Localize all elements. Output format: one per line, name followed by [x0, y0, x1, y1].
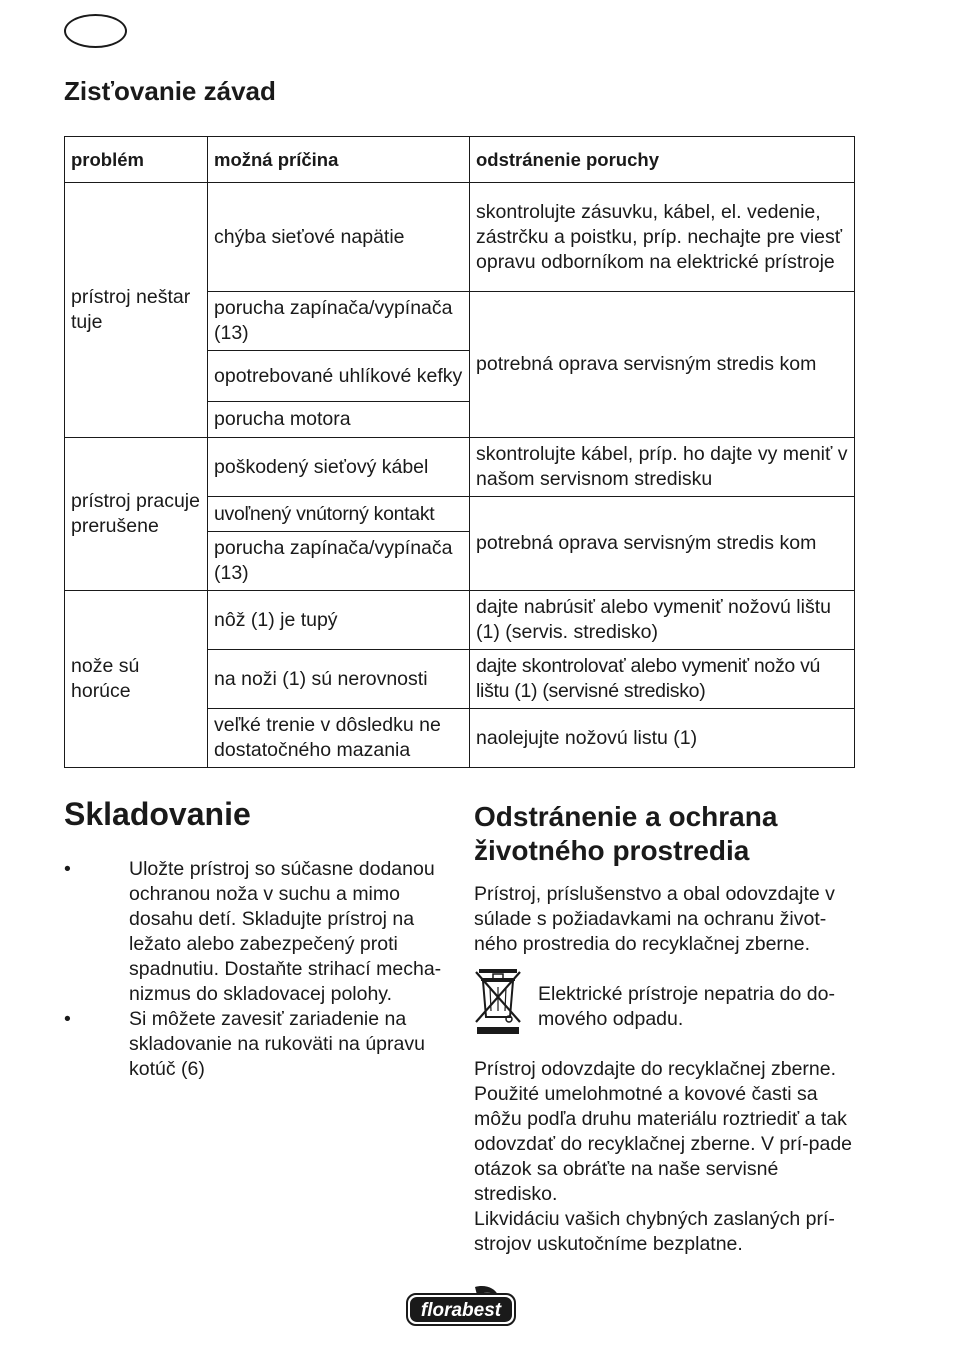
storage-item-text: Si môžete zavesiť zariadenie na skladovanie na rukoväti na úpravu kotúč (6)	[129, 1008, 425, 1080]
problem-cell: prístroj neštar tuje	[65, 183, 208, 438]
column-header-remedy: odstránenie poruchy	[470, 137, 855, 183]
cause-cell: porucha motora	[208, 402, 470, 438]
remedy-cell: skontrolujte kábel, príp. ho dajte vy meniť v našom servisnom stredisku	[470, 438, 855, 497]
remedy-cell: dajte skontrolovať alebo vymeniť nožo vú lištu (1) (servisné stredisko)	[470, 650, 855, 709]
storage-heading: Skladovanie	[64, 796, 251, 832]
column-header-problem: problém	[65, 137, 208, 183]
crossed-out-wheelie-bin-icon	[473, 969, 523, 1035]
disposal-body: Prístroj odovzdajte do recyklačnej zberne. Použité umelohmotné a kovové časti sa môžu podľa druhu materiálu roztriediť a tak odovzdať do recyklačnej zberne. V prí-pade otázok sa obráťte na naše servisné stredisko.	[474, 1058, 853, 1205]
disposal-intro: Prístroj, príslušenstvo a obal odovzdajte v súlade s požiadavkami na ochranu život-ného prostredia do recyklačnej zberne.	[474, 883, 835, 955]
column-header-cause: možná príčina	[208, 137, 470, 183]
bullet-icon: •	[64, 1008, 71, 1030]
disposal-free-note: Likvidáciu vašich chybných zaslaných prí-strojov uskutočníme bezplatne.	[474, 1208, 835, 1255]
cause-cell: porucha zapínača/vypínača (13)	[208, 292, 470, 351]
remedy-cell: potrebná oprava servisným stredis kom	[470, 292, 855, 438]
table-row	[65, 183, 855, 292]
logo-text: florabest	[420, 1300, 502, 1321]
language-badge	[64, 14, 127, 48]
table-header-row	[65, 137, 855, 183]
remedy-cell: skontrolujte zásuvku, kábel, el. vedenie, zástrčku a poistku, príp. nechajte pre viesť opravu odborníkom na elektrické prístroje	[470, 183, 855, 292]
cause-cell: chýba sieťové napätie	[208, 183, 470, 292]
weee-notice: Elektrické prístroje nepatria do do-mového odpadu.	[538, 983, 835, 1030]
cause-cell: veľké trenie v dôsledku ne dostatočného mazania	[208, 709, 470, 768]
table-row	[65, 591, 855, 650]
table-row	[65, 438, 855, 497]
problem-cell: nože sú horúce	[65, 591, 208, 768]
remedy-cell: naolejujte nožovú listu (1)	[470, 709, 855, 768]
problem-cell: prístroj pracuje prerušene	[65, 438, 208, 591]
troubleshooting-heading: Zisťovanie závad	[64, 76, 276, 106]
troubleshooting-table	[64, 136, 855, 768]
storage-list	[64, 857, 444, 1082]
florabest-logo	[405, 1285, 517, 1327]
cause-cell: poškodený sieťový kábel	[208, 438, 470, 497]
cause-cell: na noži (1) sú nerovnosti	[208, 650, 470, 709]
storage-item-text: Uložte prístroj so súčasne dodanou ochranou noža v suchu a mimo dosahu detí. Skladujte prístroj na ležato alebo zabezpečený proti spadnutiu. Dostaňte strihací mecha-nizmus do skladovacej polohy.	[129, 858, 442, 1005]
list-item	[64, 1007, 444, 1082]
list-item	[64, 857, 444, 1007]
remedy-cell: dajte nabrúsiť alebo vymeniť nožovú lištu (1) (servis. stredisko)	[470, 591, 855, 650]
remedy-cell: potrebná oprava servisným stredis kom	[470, 497, 855, 591]
disposal-heading: Odstránenie a ochrana životného prostredia	[474, 801, 778, 866]
cause-cell: nôž (1) je tupý	[208, 591, 470, 650]
cause-cell: uvoľnený vnútorný kontakt	[208, 497, 470, 532]
bullet-icon: •	[64, 858, 71, 880]
cause-cell: porucha zapínača/vypínača (13)	[208, 532, 470, 591]
cause-cell: opotrebované uhlíkové kefky	[208, 351, 470, 402]
